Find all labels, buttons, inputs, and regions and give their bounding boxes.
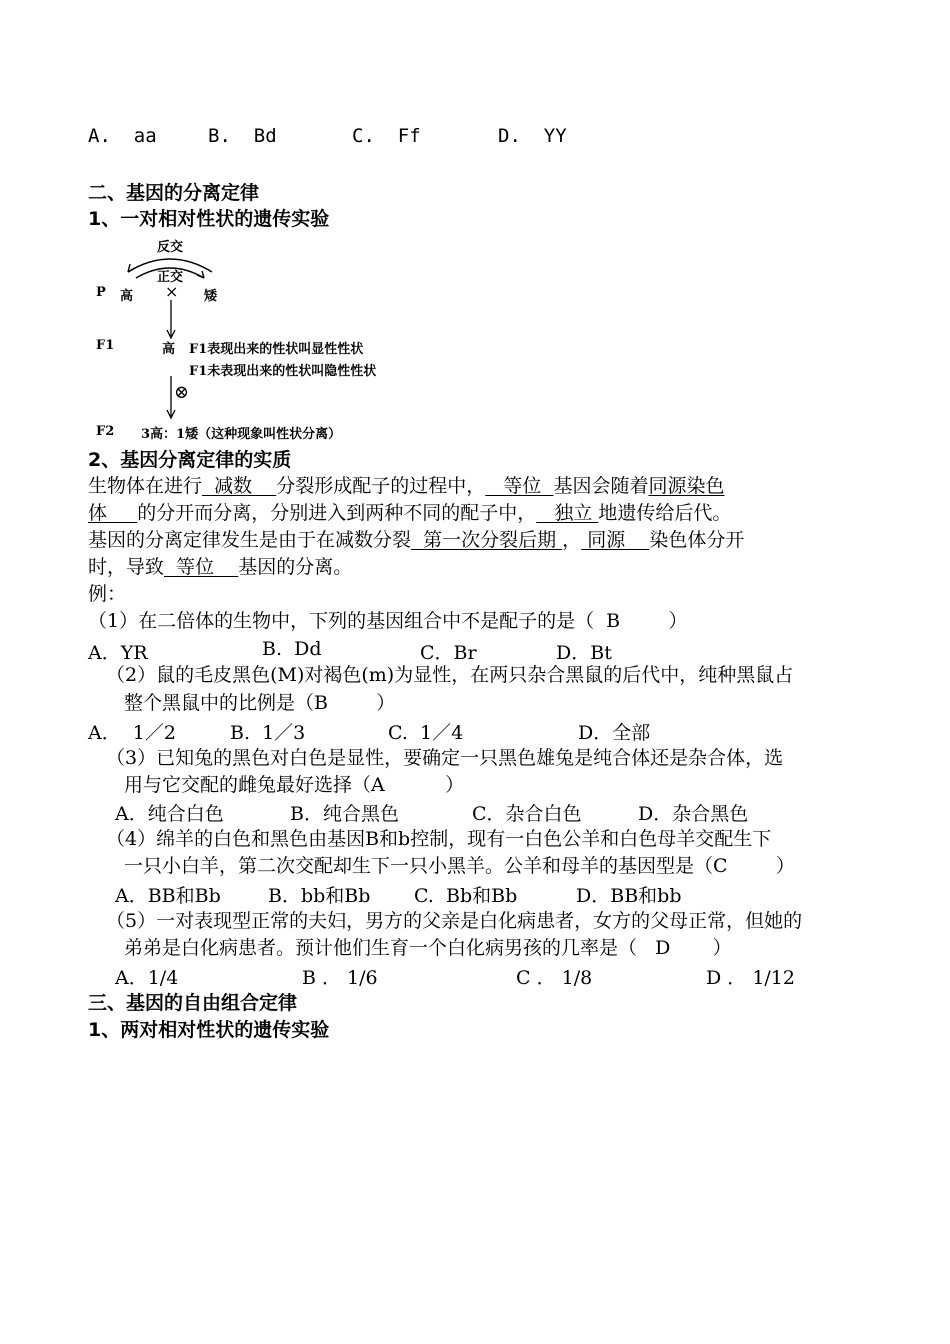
option-d: D. YY bbox=[498, 125, 567, 147]
option-c: C. Ff bbox=[352, 125, 421, 147]
selfing-icon: ⊗ bbox=[174, 382, 190, 403]
p-label: P bbox=[96, 285, 106, 300]
section-title: 二、基因的分离定律 bbox=[88, 182, 260, 204]
q1-option-d: D．Bt bbox=[556, 642, 612, 664]
option-a: A. aa bbox=[88, 125, 157, 147]
paragraph-line bbox=[88, 554, 352, 580]
question-4-cont: 一只小白羊，第二次交配却生下一只小黑羊。公羊和母羊的基因型是（C ） bbox=[124, 855, 795, 877]
text: ， bbox=[562, 529, 582, 551]
q2-option-b: B. 1／3 bbox=[230, 722, 306, 744]
q4-option-d: D．BB和bb bbox=[576, 885, 682, 907]
q1-option-a: A．YR bbox=[88, 642, 148, 664]
short-parent: 矮 bbox=[204, 289, 218, 304]
question-5: （5）一对表现型正常的夫妇，男方的父亲是白化病患者，女方的父母正常，但她的 bbox=[106, 910, 803, 932]
f2-label: F2 bbox=[96, 424, 115, 439]
tall-parent: 高 bbox=[120, 289, 134, 304]
subsection-title: 1、一对相对性状的遗传实验 bbox=[88, 208, 330, 230]
q5-option-b: B ． 1/6 bbox=[302, 967, 378, 989]
q2-option-c: C. 1／4 bbox=[388, 722, 464, 744]
text: 基因的分离定律发生是由于在减数分裂 bbox=[88, 529, 412, 551]
answer-blank: 体 bbox=[88, 502, 138, 524]
dominant-note: F1表现出来的性状叫显性性状 bbox=[189, 342, 364, 357]
q1-option-c: C．Br bbox=[420, 642, 477, 664]
subsection-title: 1、两对相对性状的遗传实验 bbox=[88, 1019, 330, 1041]
question-2: （2）鼠的毛皮黑色(M)对褐色(m)为显性，在两只杂合黑鼠的后代中，纯种黑鼠占 bbox=[106, 664, 794, 686]
q4-option-b: B．bb和Bb bbox=[268, 885, 371, 907]
q3-option-b: B．纯合黑色 bbox=[290, 803, 399, 825]
answer-blank: 减数 bbox=[202, 475, 277, 497]
q3-option-d: D．杂合黑色 bbox=[638, 803, 749, 825]
text: 基因会随着 bbox=[553, 475, 649, 497]
q4-option-c: C. Bb和Bb bbox=[414, 885, 518, 907]
answer-blank: 同源染色 bbox=[648, 475, 725, 497]
answer-blank: 独立 bbox=[536, 502, 599, 524]
answer-blank: 等位 bbox=[164, 556, 239, 578]
f1-tall: 高 bbox=[162, 342, 176, 357]
question-3: （3）已知兔的黑色对白色是显性，要确定一只黑色雄兔是纯合体还是杂合体，选 bbox=[106, 747, 784, 769]
answer-blank: 等位 bbox=[485, 475, 554, 497]
reciprocal-cross-label: 反交 bbox=[157, 240, 184, 255]
text: 生物体在进行 bbox=[88, 475, 203, 497]
forward-cross-label: 正交 bbox=[157, 270, 184, 285]
paragraph-line bbox=[88, 473, 725, 499]
paragraph-line bbox=[88, 527, 744, 553]
example-label: 例： bbox=[88, 583, 127, 605]
paragraph-line bbox=[88, 500, 731, 526]
question-5-cont: 弟弟是白化病患者。预计他们生育一个白化病男孩的几率是（ D ） bbox=[124, 937, 732, 959]
text: 的分开而分离，分别进入到两种不同的配子中， bbox=[137, 502, 537, 524]
option-b: B. Bd bbox=[208, 125, 277, 147]
f2-ratio: 3高：1矮（这种现象叫性状分离） bbox=[141, 427, 342, 442]
question-3-cont: 用与它交配的雌兔最好选择（A ） bbox=[124, 774, 465, 796]
subsection-title: 2、基因分离定律的实质 bbox=[88, 449, 292, 471]
q3-option-a: A．纯合白色 bbox=[115, 803, 224, 825]
section-title: 三、基因的自由组合定律 bbox=[88, 992, 298, 1014]
q5-option-c: C ． 1/8 bbox=[516, 967, 593, 989]
q2-option-a: A． 1／2 bbox=[88, 722, 176, 744]
question-2-cont: 整个黑鼠中的比例是（B ） bbox=[124, 692, 396, 714]
q2-option-d: D．全部 bbox=[578, 722, 651, 744]
q4-option-a: A．BB和Bb bbox=[115, 885, 221, 907]
question-1: （1）在二倍体的生物中，下列的基因组合中不是配子的是（ B ） bbox=[88, 610, 688, 632]
text: 基因的分离。 bbox=[238, 556, 353, 578]
q3-option-c: C．杂合白色 bbox=[472, 803, 582, 825]
text: 地遗传给后代。 bbox=[598, 502, 732, 524]
text: 时，导致 bbox=[88, 556, 165, 578]
f1-label: F1 bbox=[96, 338, 115, 353]
answer-blank: 第一次分裂后期 bbox=[411, 529, 563, 551]
recessive-note: F1未表现出来的性状叫隐性性状 bbox=[189, 364, 377, 379]
arrow-down-icon bbox=[164, 300, 178, 340]
q5-option-a: A．1/4 bbox=[115, 967, 179, 989]
question-4: （4）绵羊的白色和黑色由基因B和b控制，现有一白色公羊和白色母羊交配生下 bbox=[106, 828, 772, 850]
q1-option-b: B. Dd bbox=[262, 638, 322, 660]
cross-symbol: × bbox=[165, 282, 179, 301]
text: 染色体分开 bbox=[649, 529, 745, 551]
answer-blank: 同源 bbox=[581, 529, 650, 551]
q5-option-d: D ． 1/12 bbox=[706, 967, 795, 989]
text: 分裂形成配子的过程中， bbox=[276, 475, 486, 497]
